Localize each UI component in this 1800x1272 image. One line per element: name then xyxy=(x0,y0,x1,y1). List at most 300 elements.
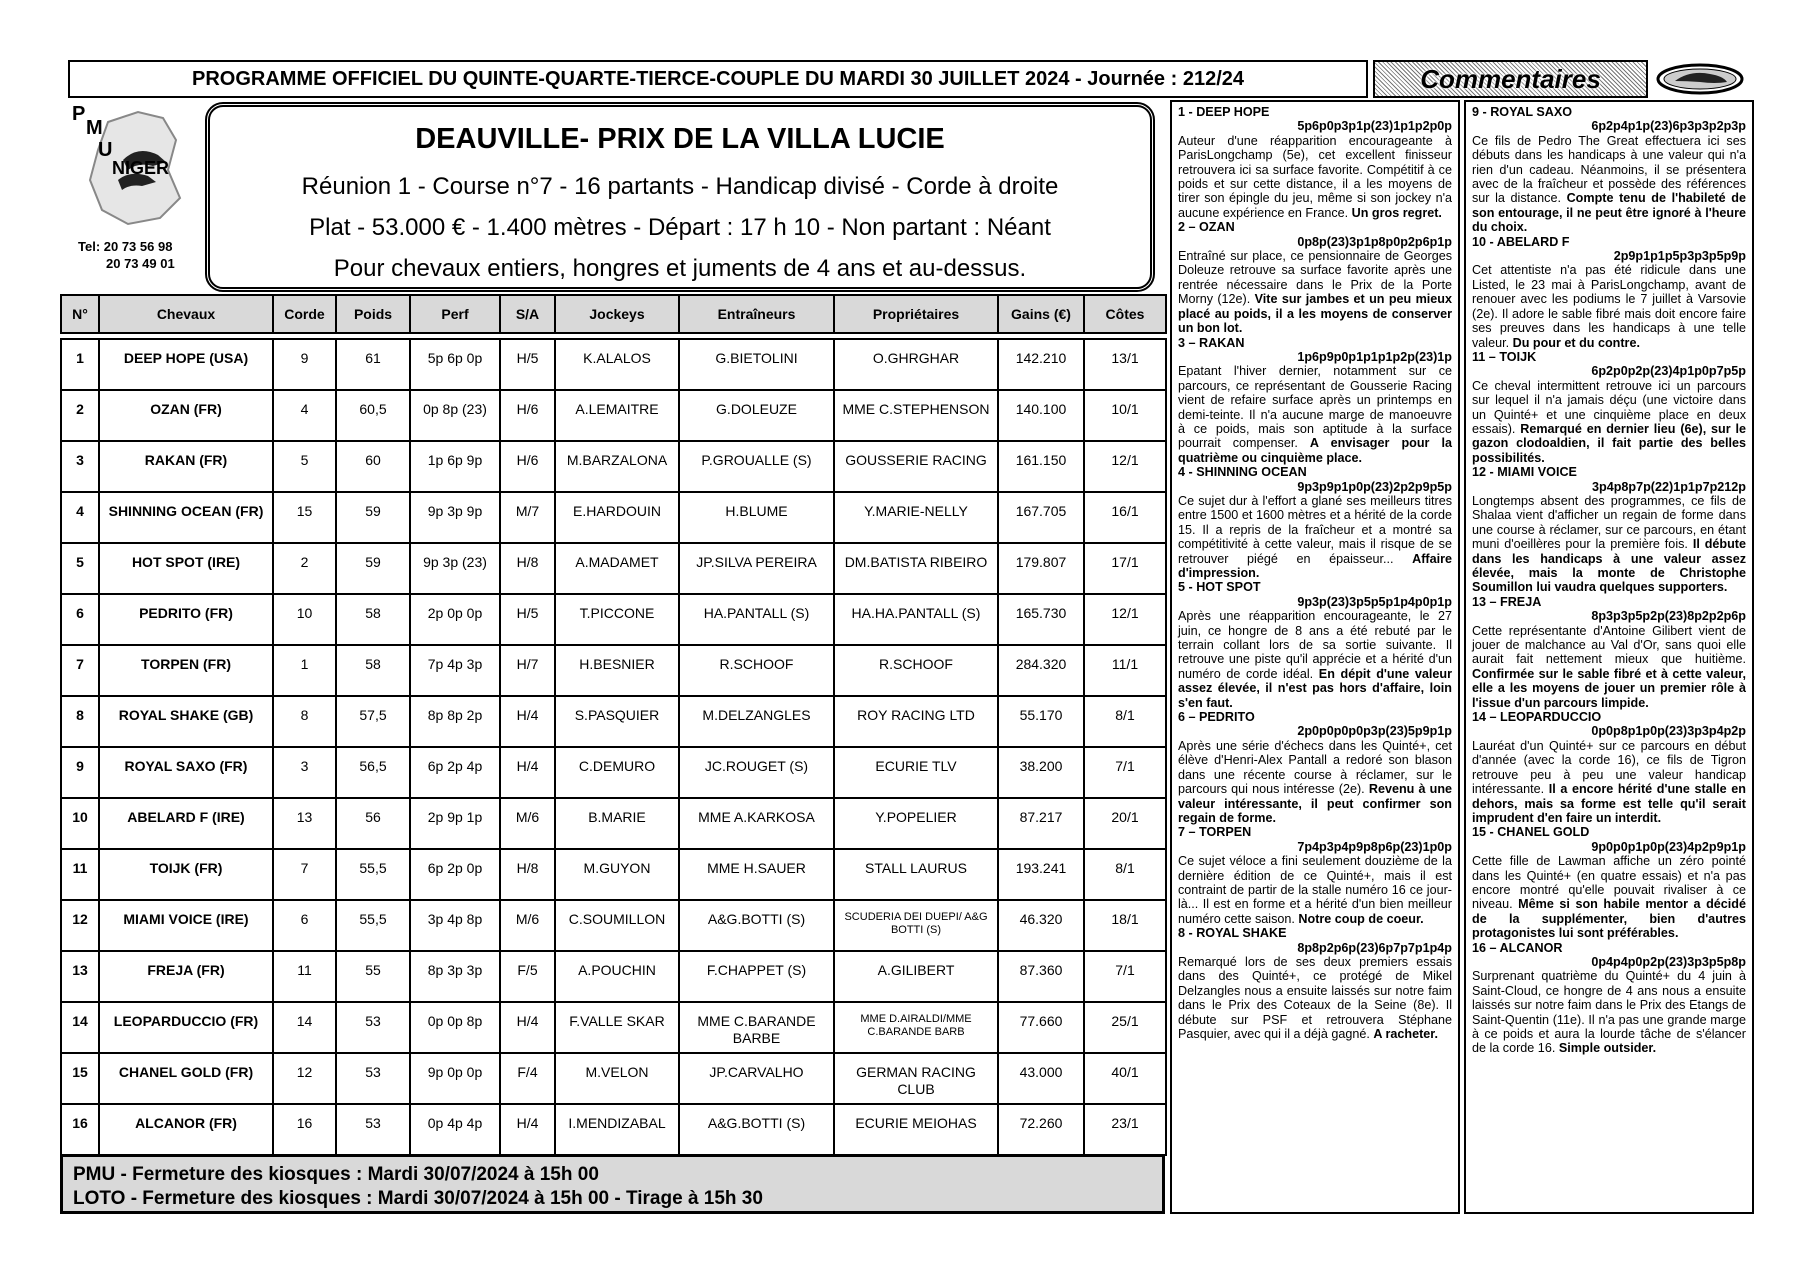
cell-sex-age: H/4 xyxy=(500,696,555,747)
cell-odds: 13/1 xyxy=(1084,339,1166,390)
comment-body: Cette représentante d'Antoine Gilibert vient de jouer de malchance au Val d'Or, sans quoi elle aurait fait nettement mieux que huitième. xyxy=(1472,623,1746,667)
comments-tab[interactable] xyxy=(1373,60,1648,98)
table-row xyxy=(61,594,1166,645)
comment-perf-string: 5p6p0p3p1p(23)1p1p2p0p xyxy=(1297,119,1452,134)
cell-horse: LEOPARDUCCIO (FR) xyxy=(99,1002,273,1053)
cell-sex-age: M/6 xyxy=(500,798,555,849)
cell-trainer: MME A.KARKOSA xyxy=(679,798,834,849)
cell-perf: 3p 4p 8p xyxy=(410,900,500,951)
cell-odds: 23/1 xyxy=(1084,1104,1166,1155)
cell-jockey: A.LEMAITRE xyxy=(555,390,679,441)
cell-earnings: 284.320 xyxy=(998,645,1084,696)
comment-verdict: Il a encore hérité d'une stalle en dehors, mais sa forme est telle qu'il serait imprudent d'en faire un interdit. xyxy=(1472,782,1746,825)
cell-weight: 61 xyxy=(336,339,410,390)
comment-body: Après une réapparition encourageante, le 27 juin, ce hongre de 8 ans a été rebuté par le terrain collant lors de sa sortie suivante. Il retrouve une piste qu'il apprécie et a hérité d'un numéro de corde idéal. xyxy=(1178,609,1452,681)
cell-horse: CHANEL GOLD (FR) xyxy=(99,1053,273,1104)
column-header: Jockeys xyxy=(555,295,679,333)
comment-horse-name: 11 – TOIJK xyxy=(1472,349,1537,364)
comment-text xyxy=(1472,494,1746,595)
cell-trainer: M.DELZANGLES xyxy=(679,696,834,747)
comment-verdict: Remarqué en dernier lieu (6e), sur le gazon clodoaldien, il fait partie des belles possibilités. xyxy=(1472,421,1747,465)
horse-racing-logo-icon xyxy=(1655,62,1745,96)
cell-jockey: M.VELON xyxy=(555,1053,679,1104)
comment-body: Ce sujet véloce a fini seulement douzième de la dernière édition de ce Quinté+, mais il est contraint de partir de la stalle numéro 16 ce jour-là... Il est en forme et a hérité d'un bien meilleur numéro cette saison. xyxy=(1178,854,1452,926)
comment-horse-name: 5 - HOT SPOT xyxy=(1178,580,1261,595)
column-header: Corde xyxy=(273,295,336,333)
cell-draw: 4 xyxy=(273,390,336,441)
cell-weight: 57,5 xyxy=(336,696,410,747)
table-row xyxy=(61,543,1166,594)
comment-entry xyxy=(1472,105,1746,235)
table-row xyxy=(61,390,1166,441)
comment-body: Cet attentiste n'a pas été ridicule dans une Listed, le 23 mai à ParisLongchamp, avant de renouer avec les podiums le 7 juillet à Varsovie (2e). Il adore le sable fibré mais doit encore faire ses preuves dans les handicaps à une telle valeur. xyxy=(1472,263,1746,350)
programme-banner: PROGRAMME OFFICIEL DU QUINTE-QUARTE-TIERCE-COUPLE DU MARDI 30 JUILLET 2024 - Journée : 212/24 xyxy=(68,60,1368,98)
comment-body: Entraîné sur place, ce pensionnaire de Georges Doleuze retrouve sa surface favorite après une rentrée nécessaire dans le Prix de la Porte Morny (12e). xyxy=(1178,249,1452,307)
cell-weight: 58 xyxy=(336,594,410,645)
comment-text xyxy=(1472,854,1746,940)
comment-verdict: En dépit d'une valeur assez élevée, il n'est pas hors d'affaire, loin s'en faut. xyxy=(1178,666,1452,710)
cell-odds: 10/1 xyxy=(1084,390,1166,441)
comments-tab-label: Commentaires xyxy=(1420,63,1601,94)
comment-text xyxy=(1178,134,1452,220)
cell-odds: 16/1 xyxy=(1084,492,1166,543)
cell-draw: 16 xyxy=(273,1104,336,1155)
comment-perf-string: 9p3p(23)3p5p5p1p4p0p1p xyxy=(1297,594,1452,609)
comment-horse-name: 10 - ABELARD F xyxy=(1472,234,1570,249)
cell-horse: RAKAN (FR) xyxy=(99,441,273,492)
cell-number: 4 xyxy=(61,492,99,543)
cell-owner: ROY RACING LTD xyxy=(834,696,998,747)
cell-jockey: I.MENDIZABAL xyxy=(555,1104,679,1155)
comment-verdict: Revenu à une valeur intéressante, il peut confirmer son regain de forme. xyxy=(1178,782,1453,825)
comment-body: Surprenant quatrième du Quinté+ du 4 juin à Saint-Cloud, ce hongre de 4 ans nous a ensuite laissés sur notre faim dans le Prix des Etangs de Saint-Quentin (11e). Il n'a pas une grande marge à ce poids et aura la lourde tâche de s'élancer de la corde 16. xyxy=(1472,969,1746,1056)
comment-perf-string: 6p2p0p2p(23)4p1p0p7p5p xyxy=(1591,364,1746,379)
table-row xyxy=(61,1104,1166,1155)
cell-owner: R.SCHOOF xyxy=(834,645,998,696)
comment-body: Cette fille de Lawman affiche un zéro pointé dans les Quinté+ (en quatre essais) et n'a pas encore montré qu'elle pouvait rivaliser à ce niveau. xyxy=(1472,854,1746,912)
comment-horse-name: 9 - ROYAL SAXO xyxy=(1472,105,1573,119)
cell-perf: 2p 0p 0p xyxy=(410,594,500,645)
cell-draw: 11 xyxy=(273,951,336,1002)
comment-horse-name: 13 – FREJA xyxy=(1472,594,1542,609)
cell-jockey: M.GUYON xyxy=(555,849,679,900)
table-row xyxy=(61,696,1166,747)
pmu-closing-line: PMU - Fermeture des kiosques : Mardi 30/07/2024 à 15h 00 xyxy=(73,1164,599,1185)
table-row xyxy=(61,645,1166,696)
table-row xyxy=(61,492,1166,543)
cell-trainer: MME C.BARANDE BARBE xyxy=(679,1002,834,1053)
comment-entry xyxy=(1178,465,1452,580)
cell-earnings: 72.260 xyxy=(998,1104,1084,1155)
comment-entry xyxy=(1178,710,1452,825)
cell-horse: OZAN (FR) xyxy=(99,390,273,441)
cell-draw: 15 xyxy=(273,492,336,543)
cell-odds: 40/1 xyxy=(1084,1053,1166,1104)
cell-sex-age: H/8 xyxy=(500,849,555,900)
cell-earnings: 87.360 xyxy=(998,951,1084,1002)
cell-odds: 12/1 xyxy=(1084,594,1166,645)
cell-perf: 9p 3p 9p xyxy=(410,492,500,543)
cell-sex-age: F/5 xyxy=(500,951,555,1002)
comment-text xyxy=(1178,854,1452,926)
comment-horse-name: 16 – ALCANOR xyxy=(1472,940,1563,955)
cell-owner: SCUDERIA DEI DUEPI/ A&G BOTTI (S) xyxy=(834,900,998,951)
cell-odds: 8/1 xyxy=(1084,696,1166,747)
cell-draw: 13 xyxy=(273,798,336,849)
column-header: S/A xyxy=(500,295,555,333)
comment-text xyxy=(1472,624,1746,710)
svg-text:U: U xyxy=(98,139,113,161)
comment-entry xyxy=(1472,941,1746,1056)
comment-perf-string: 2p9p1p1p5p3p3p5p9p xyxy=(1613,249,1746,264)
cell-draw: 5 xyxy=(273,441,336,492)
cell-number: 8 xyxy=(61,696,99,747)
column-header: Poids xyxy=(336,295,410,333)
comment-perf-string: 0p8p(23)3p1p8p0p2p6p1p xyxy=(1297,234,1452,249)
column-header: Gains (€) xyxy=(998,295,1084,333)
cell-weight: 59 xyxy=(336,492,410,543)
cell-jockey: F.VALLE SKAR xyxy=(555,1002,679,1053)
comment-body: Lauréat d'un Quinté+ sur ce parcours en début d'année (avec la corde 16), ce fils de Tigron retrouve peu à peu une valeur handicap intéressante. xyxy=(1472,738,1746,797)
table-row xyxy=(61,1053,1166,1104)
cell-number: 16 xyxy=(61,1104,99,1155)
cell-weight: 56,5 xyxy=(336,747,410,798)
cell-sex-age: H/4 xyxy=(500,1104,555,1155)
cell-earnings: 193.241 xyxy=(998,849,1084,900)
cell-owner: ECURIE MEIOHAS xyxy=(834,1104,998,1155)
cell-earnings: 43.000 xyxy=(998,1053,1084,1104)
table-header-row xyxy=(61,295,1166,333)
cell-number: 12 xyxy=(61,900,99,951)
cell-perf: 9p 3p (23) xyxy=(410,543,500,594)
cell-jockey: M.BARZALONA xyxy=(555,441,679,492)
comment-body: Auteur d'une réapparition encourageante à ParisLongchamp (5e), cet excellent finisseur retrouvera ici sa surface favorite. Compétitif à ce poids et sur cette distance, il a les moyens de tirer son épingle du jeu, même si son jockey n'a aucune expérience en France. xyxy=(1178,133,1452,220)
cell-perf: 1p 6p 9p xyxy=(410,441,500,492)
table-row xyxy=(61,747,1166,798)
column-header: Perf xyxy=(410,295,500,333)
comment-body: Longtemps absent des programmes, ce fils de Shalaa vient d'afficher un regain de forme dans une course à réclamer, sur ce parcours, en étant muni d'oeillères pour la première fois. xyxy=(1472,493,1746,552)
comment-perf-string: 8p8p2p6p(23)6p7p7p1p4p xyxy=(1297,940,1452,955)
comment-text xyxy=(1178,609,1452,710)
cell-number: 7 xyxy=(61,645,99,696)
cell-trainer: F.CHAPPET (S) xyxy=(679,951,834,1002)
comment-perf-string: 9p3p9p1p0p(23)2p2p9p5p xyxy=(1297,479,1452,494)
column-header: Côtes xyxy=(1084,295,1166,333)
cell-trainer: P.GROUALLE (S) xyxy=(679,441,834,492)
cell-perf: 0p 4p 4p xyxy=(410,1104,500,1155)
cell-horse: HOT SPOT (IRE) xyxy=(99,543,273,594)
cell-weight: 55,5 xyxy=(336,900,410,951)
cell-owner: ECURIE TLV xyxy=(834,747,998,798)
comment-verdict: Affaire d'impression. xyxy=(1178,551,1452,580)
comment-entry xyxy=(1472,350,1746,465)
cell-perf: 8p 3p 3p xyxy=(410,951,500,1002)
cell-jockey: C.SOUMILLON xyxy=(555,900,679,951)
comments-column-2 xyxy=(1464,100,1754,1214)
cell-sex-age: H/4 xyxy=(500,747,555,798)
cell-jockey: E.HARDOUIN xyxy=(555,492,679,543)
cell-number: 2 xyxy=(61,390,99,441)
comment-perf-string: 8p3p3p5p2p(23)8p2p2p6p xyxy=(1591,609,1746,624)
table-row xyxy=(61,849,1166,900)
svg-text:NIGER: NIGER xyxy=(112,158,170,178)
comment-entry xyxy=(1472,465,1746,595)
cell-jockey: A.MADAMET xyxy=(555,543,679,594)
column-header: Chevaux xyxy=(99,295,273,333)
comment-entry xyxy=(1178,220,1452,335)
cell-jockey: T.PICCONE xyxy=(555,594,679,645)
cell-number: 10 xyxy=(61,798,99,849)
comment-verdict: Vite sur jambes et un peu mieux placé au poids, il a les moyens de conserver un bon lot. xyxy=(1178,292,1452,336)
cell-weight: 53 xyxy=(336,1002,410,1053)
comment-horse-name: 6 – PEDRITO xyxy=(1178,710,1255,725)
cell-draw: 2 xyxy=(273,543,336,594)
comment-horse-name: 15 - CHANEL GOLD xyxy=(1472,825,1590,840)
cell-sex-age: M/7 xyxy=(500,492,555,543)
column-header: Propriétaires xyxy=(834,295,998,333)
cell-number: 14 xyxy=(61,1002,99,1053)
svg-text:M: M xyxy=(86,117,103,139)
cell-horse: TORPEN (FR) xyxy=(99,645,273,696)
comment-text xyxy=(1178,955,1452,1041)
cell-odds: 12/1 xyxy=(1084,441,1166,492)
comment-verdict: Simple outsider. xyxy=(1558,1041,1657,1056)
cell-jockey: A.POUCHIN xyxy=(555,951,679,1002)
comment-entry xyxy=(1472,595,1746,710)
cell-perf: 6p 2p 0p xyxy=(410,849,500,900)
cell-sex-age: M/6 xyxy=(500,900,555,951)
cell-draw: 14 xyxy=(273,1002,336,1053)
cell-perf: 7p 4p 3p xyxy=(410,645,500,696)
comment-text xyxy=(1472,969,1746,1055)
cell-horse: ROYAL SHAKE (GB) xyxy=(99,696,273,747)
cell-odds: 18/1 xyxy=(1084,900,1166,951)
comment-text xyxy=(1178,249,1452,335)
cell-odds: 8/1 xyxy=(1084,849,1166,900)
comment-verdict: Un gros regret. xyxy=(1351,205,1442,220)
comment-entry xyxy=(1472,825,1746,940)
cell-sex-age: F/4 xyxy=(500,1053,555,1104)
cell-owner: GERMAN RACING CLUB xyxy=(834,1053,998,1104)
cell-weight: 56 xyxy=(336,798,410,849)
comment-body: Ce cheval intermittent retrouve ici un parcours sur lequel il n'a jamais déçu (une victoire dans un Quinté+ et une cinquième place en deux essais). xyxy=(1472,378,1746,436)
cell-odds: 7/1 xyxy=(1084,951,1166,1002)
comment-perf-string: 7p4p3p4p9p8p6p(23)1p0p xyxy=(1297,839,1452,854)
cell-jockey: B.MARIE xyxy=(555,798,679,849)
comment-horse-name: 4 - SHINNING OCEAN xyxy=(1178,465,1307,480)
cell-horse: ROYAL SAXO (FR) xyxy=(99,747,273,798)
comment-text xyxy=(1472,134,1746,235)
cell-sex-age: H/5 xyxy=(500,339,555,390)
telephone-line-1: Tel: 20 73 56 98 xyxy=(78,239,173,254)
cell-trainer: JC.ROUGET (S) xyxy=(679,747,834,798)
comment-text xyxy=(1178,739,1452,825)
cell-odds: 20/1 xyxy=(1084,798,1166,849)
cell-owner: Y.MARIE-NELLY xyxy=(834,492,998,543)
comment-entry xyxy=(1178,580,1452,710)
cell-sex-age: H/6 xyxy=(500,390,555,441)
cell-horse: PEDRITO (FR) xyxy=(99,594,273,645)
cell-draw: 6 xyxy=(273,900,336,951)
cell-earnings: 165.730 xyxy=(998,594,1084,645)
cell-earnings: 167.705 xyxy=(998,492,1084,543)
race-info-box xyxy=(205,102,1155,292)
comment-horse-name: 2 – OZAN xyxy=(1178,220,1235,235)
cell-earnings: 87.217 xyxy=(998,798,1084,849)
comment-text xyxy=(1472,263,1746,349)
cell-weight: 53 xyxy=(336,1104,410,1155)
cell-earnings: 77.660 xyxy=(998,1002,1084,1053)
comment-perf-string: 3p4p8p7p(22)1p1p7p212p xyxy=(1592,479,1746,494)
cell-trainer: R.SCHOOF xyxy=(679,645,834,696)
comment-horse-name: 7 – TORPEN xyxy=(1178,825,1252,840)
cell-trainer: JP.SILVA PEREIRA xyxy=(679,543,834,594)
cell-draw: 9 xyxy=(273,339,336,390)
cell-horse: FREJA (FR) xyxy=(99,951,273,1002)
comment-entry xyxy=(1178,105,1452,220)
cell-odds: 25/1 xyxy=(1084,1002,1166,1053)
comment-perf-string: 9p0p0p1p0p(23)4p2p9p1p xyxy=(1591,839,1746,854)
cell-draw: 10 xyxy=(273,594,336,645)
column-header: N° xyxy=(61,295,99,333)
cell-odds: 17/1 xyxy=(1084,543,1166,594)
cell-draw: 12 xyxy=(273,1053,336,1104)
cell-owner: Y.POPELIER xyxy=(834,798,998,849)
column-header: Entraîneurs xyxy=(679,295,834,333)
cell-weight: 53 xyxy=(336,1053,410,1104)
cell-owner: MME D.AIRALDI/MME C.BARANDE BARB xyxy=(834,1002,998,1053)
cell-sex-age: H/8 xyxy=(500,543,555,594)
race-title: DEAUVILLE- PRIX DE LA VILLA LUCIE xyxy=(415,123,945,155)
cell-jockey: H.BESNIER xyxy=(555,645,679,696)
cell-odds: 7/1 xyxy=(1084,747,1166,798)
cell-draw: 3 xyxy=(273,747,336,798)
comment-body: Remarqué lors de ses deux premiers essais dans des Quinté+, ce protégé de Mikel Delzangles nous a ensuite laissés sur notre faim dans le Prix des Coteaux de la Seine (8e). Il débute sur PSF et retrouvera Stéphane Pasquier, avec qui il a déjà gagné. xyxy=(1178,954,1452,1041)
cell-horse: ABELARD F (IRE) xyxy=(99,798,273,849)
cell-earnings: 179.807 xyxy=(998,543,1084,594)
cell-owner: DM.BATISTA RIBEIRO xyxy=(834,543,998,594)
cell-perf: 8p 8p 2p xyxy=(410,696,500,747)
cell-horse: SHINNING OCEAN (FR) xyxy=(99,492,273,543)
cell-weight: 55 xyxy=(336,951,410,1002)
cell-number: 9 xyxy=(61,747,99,798)
comment-horse-name: 14 – LEOPARDUCCIO xyxy=(1472,710,1602,725)
cell-trainer: JP.CARVALHO xyxy=(679,1053,834,1104)
cell-trainer: H.BLUME xyxy=(679,492,834,543)
cell-trainer: A&G.BOTTI (S) xyxy=(679,900,834,951)
comment-perf-string: 0p0p8p1p0p(23)3p3p4p2p xyxy=(1591,724,1746,739)
comment-verdict: Compte tenu de l'habileté de son entourage, il ne peut être ignoré à l'heure du choix. xyxy=(1472,191,1747,235)
cell-perf: 0p 8p (23) xyxy=(410,390,500,441)
race-details-1: Réunion 1 - Course n°7 - 16 partants - Handicap divisé - Corde à droite xyxy=(301,173,1059,200)
cell-earnings: 55.170 xyxy=(998,696,1084,747)
comment-verdict: Même si son habile mentor a décidé de la supplémenter, bien d'autres protagonistes lui sont préférables. xyxy=(1472,897,1746,941)
cell-perf: 6p 2p 4p xyxy=(410,747,500,798)
cell-horse: TOIJK (FR) xyxy=(99,849,273,900)
comment-text xyxy=(1178,364,1452,465)
cell-number: 5 xyxy=(61,543,99,594)
cell-earnings: 142.210 xyxy=(998,339,1084,390)
cell-perf: 5p 6p 0p xyxy=(410,339,500,390)
comment-verdict: Du pour et du contre. xyxy=(1512,335,1640,350)
cell-horse: ALCANOR (FR) xyxy=(99,1104,273,1155)
cell-owner: MME C.STEPHENSON xyxy=(834,390,998,441)
comment-verdict: A envisager pour la quatrième ou cinquième place. xyxy=(1178,436,1452,465)
cell-sex-age: H/4 xyxy=(500,1002,555,1053)
race-conditions: Pour chevaux entiers, hongres et juments de 4 ans et au-dessus. xyxy=(333,255,1027,282)
cell-earnings: 38.200 xyxy=(998,747,1084,798)
table-row xyxy=(61,1002,1166,1053)
cell-trainer: G.DOLEUZE xyxy=(679,390,834,441)
svg-text:P: P xyxy=(72,103,86,125)
cell-number: 6 xyxy=(61,594,99,645)
cell-owner: A.GILIBERT xyxy=(834,951,998,1002)
cell-earnings: 46.320 xyxy=(998,900,1084,951)
cell-jockey: C.DEMURO xyxy=(555,747,679,798)
cell-owner: O.GHRGHAR xyxy=(834,339,998,390)
comment-perf-string: 6p2p4p1p(23)6p3p3p2p3p xyxy=(1591,119,1746,134)
comment-body: Après une série d'échecs dans les Quinté+, cet élève d'Henri-Alex Pantall a redoré son blason dans une récente course à réclamer, sur le parcours qui nous intéresse (2e). xyxy=(1178,738,1452,797)
cell-weight: 60 xyxy=(336,441,410,492)
cell-weight: 55,5 xyxy=(336,849,410,900)
cell-owner: HA.HA.PANTALL (S) xyxy=(834,594,998,645)
cell-number: 1 xyxy=(61,339,99,390)
comment-text xyxy=(1178,494,1452,580)
cell-trainer: A&G.BOTTI (S) xyxy=(679,1104,834,1155)
cell-trainer: HA.PANTALL (S) xyxy=(679,594,834,645)
cell-jockey: K.ALALOS xyxy=(555,339,679,390)
cell-trainer: MME H.SAUER xyxy=(679,849,834,900)
comment-entry xyxy=(1472,235,1746,350)
cell-horse: DEEP HOPE (USA) xyxy=(99,339,273,390)
cell-perf: 0p 0p 8p xyxy=(410,1002,500,1053)
comment-entry xyxy=(1178,825,1452,926)
loto-closing-line: LOTO - Fermeture des kiosques : Mardi 30/07/2024 à 15h 00 - Tirage à 15h 30 xyxy=(73,1188,763,1209)
comment-perf-string: 1p6p9p0p1p1p1p2p(23)1p xyxy=(1297,349,1452,364)
table-row xyxy=(61,339,1166,390)
table-row xyxy=(61,441,1166,492)
cell-draw: 1 xyxy=(273,645,336,696)
cell-perf: 9p 0p 0p xyxy=(410,1053,500,1104)
comment-text xyxy=(1472,379,1746,465)
comment-perf-string: 0p4p4p0p2p(23)3p3p5p8p xyxy=(1591,954,1746,969)
comment-text xyxy=(1472,739,1746,825)
cell-number: 3 xyxy=(61,441,99,492)
cell-jockey: S.PASQUIER xyxy=(555,696,679,747)
cell-owner: STALL LAURUS xyxy=(834,849,998,900)
cell-sex-age: H/7 xyxy=(500,645,555,696)
comment-horse-name: 3 – RAKAN xyxy=(1178,335,1245,350)
cell-draw: 7 xyxy=(273,849,336,900)
comments-column-1 xyxy=(1170,100,1460,1214)
comment-verdict: Confirmée sur le sable fibré et à cette valeur, elle a les moyens de jouer un premier rôle à l'issue d'un parcours limpide. xyxy=(1472,666,1746,710)
cell-owner: GOUSSERIE RACING xyxy=(834,441,998,492)
cell-draw: 8 xyxy=(273,696,336,747)
cell-sex-age: H/6 xyxy=(500,441,555,492)
comment-verdict: A racheter. xyxy=(1373,1027,1438,1041)
cell-odds: 11/1 xyxy=(1084,645,1166,696)
table-row xyxy=(61,951,1166,1002)
cell-weight: 60,5 xyxy=(336,390,410,441)
cell-earnings: 161.150 xyxy=(998,441,1084,492)
comment-verdict: Notre coup de coeur. xyxy=(1298,911,1424,926)
comment-horse-name: 1 - DEEP HOPE xyxy=(1178,105,1270,119)
telephone-line-2: 20 73 49 01 xyxy=(106,256,175,271)
table-row xyxy=(61,900,1166,951)
cell-perf: 2p 9p 1p xyxy=(410,798,500,849)
comment-horse-name: 12 - MIAMI VOICE xyxy=(1472,465,1577,480)
cell-trainer: G.BIETOLINI xyxy=(679,339,834,390)
